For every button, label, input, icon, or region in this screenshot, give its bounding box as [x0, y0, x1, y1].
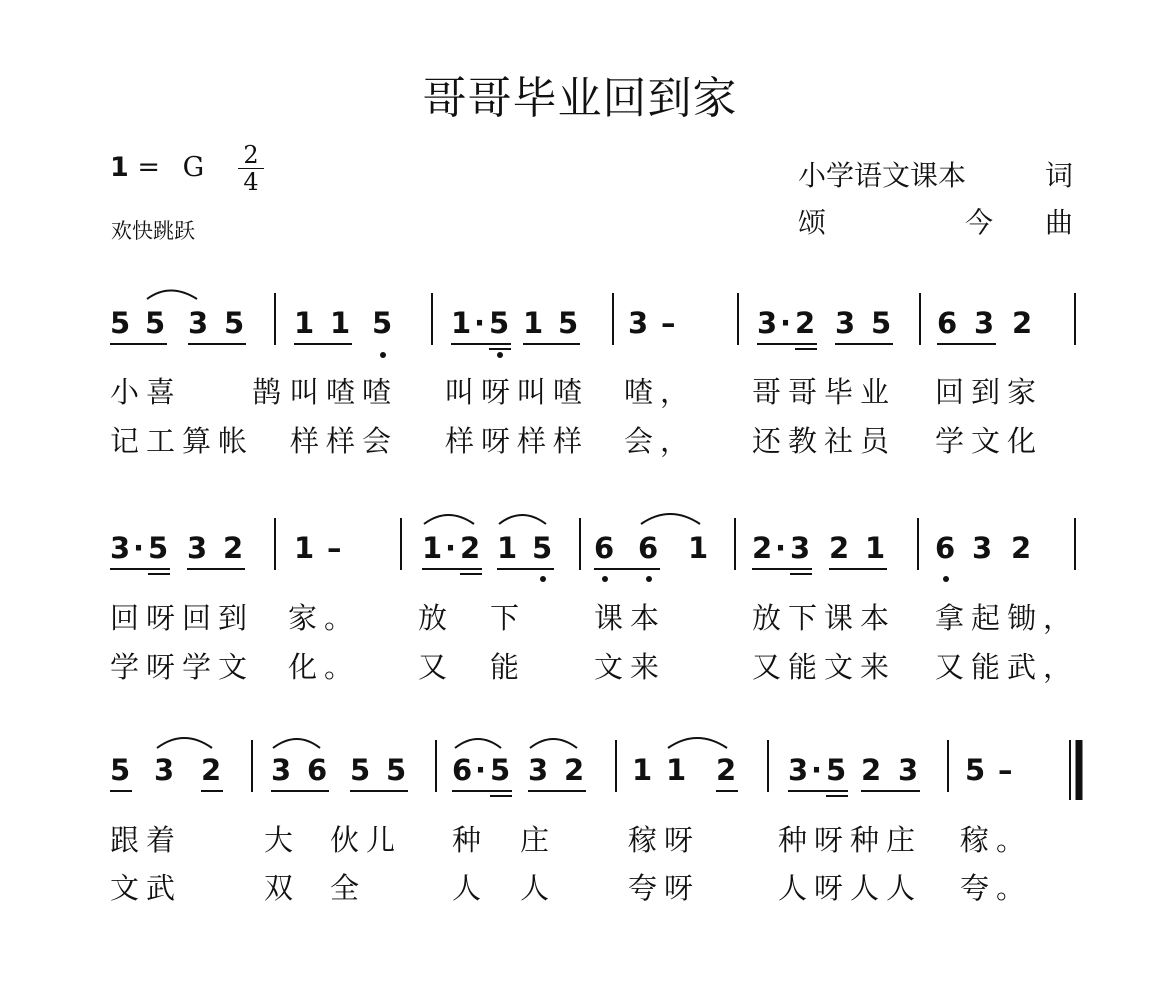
lyricist-credit: 小学语文课本 [798, 159, 967, 192]
lyric-segment: 放下课本 [752, 601, 897, 635]
note: 3 [835, 306, 856, 340]
composer-credit: 颂 [798, 206, 827, 239]
lyric-segment: 学呀学文 [110, 650, 255, 684]
lyric-segment: 人 [520, 871, 557, 905]
note: 5 [145, 306, 166, 340]
octave-dot [943, 576, 949, 582]
note: 5 [871, 306, 892, 340]
note: 3 [788, 753, 809, 787]
lyric-segment: 学文化 [935, 424, 1044, 458]
note: 5 [372, 306, 393, 340]
note: 2 [223, 531, 244, 565]
lyric-segment: 下 [490, 601, 527, 635]
note: 2 [201, 753, 222, 787]
slur [641, 514, 700, 524]
note: 1 [451, 306, 472, 340]
note: 3 [757, 306, 778, 340]
note: 6 [937, 306, 958, 340]
lyric-segment: 记工算帐 [110, 424, 255, 458]
note: 6 [638, 531, 659, 565]
dot-mark: · [445, 531, 457, 565]
note: 1 [865, 531, 886, 565]
dot-mark: · [780, 306, 792, 340]
note: 5 [558, 306, 579, 340]
octave-dot [602, 576, 608, 582]
key-note: G [182, 152, 205, 183]
note: 5 [350, 753, 371, 787]
note: 1 [632, 753, 653, 787]
lyric-segment: 鹊 [252, 375, 289, 409]
note: 3 [790, 531, 811, 565]
lyric-segment: 种呀种庄 [778, 823, 923, 857]
note: 3 [188, 306, 209, 340]
lyric-segment: 伙儿 [330, 823, 403, 857]
note: 3 [110, 531, 131, 565]
lyric-segment: 稼呀 [628, 823, 701, 857]
note: 2 [564, 753, 585, 787]
note: 3 [154, 753, 175, 787]
slur [530, 739, 577, 748]
note: 3 [974, 306, 995, 340]
lyric-segment: 回到家 [935, 375, 1044, 409]
note: 5 [110, 306, 131, 340]
lyric-segment: 庄 [520, 823, 557, 857]
dash-mark: – [998, 753, 1013, 787]
note: 1 [523, 306, 544, 340]
lyric-segment: 人呀人人 [778, 871, 923, 905]
dot-mark: · [475, 753, 487, 787]
dot-mark: · [474, 306, 486, 340]
song-title: 哥哥毕业回到家 [422, 73, 738, 124]
lyric-segment: 能 [490, 650, 527, 684]
note: 5 [148, 531, 169, 565]
note: 3 [628, 306, 649, 340]
note: 2 [1011, 531, 1032, 565]
note: 6 [935, 531, 956, 565]
notes-layer [110, 293, 1075, 792]
note: 1 [294, 531, 315, 565]
lyric-segment: 叫呀叫喳 [445, 375, 590, 409]
note: 5 [386, 753, 407, 787]
note: 3 [271, 753, 292, 787]
lyric-segment: 夸呀 [628, 871, 701, 905]
octave-dot [497, 352, 503, 358]
lyric-segment: 人 [452, 871, 489, 905]
note: 1 [666, 753, 687, 787]
note: 3 [187, 531, 208, 565]
note: 1 [688, 531, 709, 565]
lyric-segment: 文来 [594, 650, 667, 684]
octave-dot [540, 576, 546, 582]
composer-role: 今 [965, 206, 994, 239]
lyric-segment: 拿起锄， [935, 601, 1080, 635]
lyric-segment: 哥哥毕业 [752, 375, 897, 409]
note: 3 [972, 531, 993, 565]
lyric-segment: 双 [264, 871, 301, 905]
lyric-segment: 会， [624, 424, 697, 458]
lyric-segment: 又能文来 [752, 650, 897, 684]
note: 5 [489, 306, 510, 340]
dot-mark: · [133, 531, 145, 565]
lyric-segment: 小喜 [110, 375, 183, 409]
lyric-segment: 样样会 [290, 424, 399, 458]
note: 1 [330, 306, 351, 340]
note: 5 [490, 753, 511, 787]
note: 5 [224, 306, 245, 340]
lyric-segment: 夸。 [960, 871, 1033, 905]
tempo-marking: 欢快跳跃 [111, 219, 195, 243]
slur [273, 739, 320, 748]
octave-dot [646, 576, 652, 582]
dash-mark: – [661, 306, 676, 340]
slur [147, 291, 197, 300]
lyric-segment: 样呀样样 [445, 424, 590, 458]
lyric-segment: 稼。 [960, 823, 1033, 857]
note: 3 [898, 753, 919, 787]
lyric-segment: 放 [418, 601, 455, 635]
note: 2 [795, 306, 816, 340]
lyric-segment: 还教社员 [752, 424, 897, 458]
dot-mark: · [811, 753, 823, 787]
slur [424, 515, 474, 524]
note: 2 [752, 531, 773, 565]
lyric-segment: 课本 [594, 601, 667, 635]
key-one: 1 [110, 152, 129, 183]
lyric-segment: 回呀回到 [110, 601, 255, 635]
note: 1 [422, 531, 443, 565]
note: 5 [110, 753, 131, 787]
note: 5 [826, 753, 847, 787]
time-top: 2 [243, 141, 259, 169]
note: 2 [1012, 306, 1033, 340]
note: 6 [452, 753, 473, 787]
lyric-segment: 跟着 [110, 823, 183, 857]
octave-dot [380, 352, 386, 358]
lyric-segment: 全 [330, 871, 367, 905]
slur [157, 738, 212, 748]
slur [668, 738, 727, 748]
dot-mark: · [775, 531, 787, 565]
note: 2 [460, 531, 481, 565]
lyric-segment: 大 [264, 823, 301, 857]
note: 2 [716, 753, 737, 787]
slur [499, 515, 546, 524]
note: 2 [829, 531, 850, 565]
key-equals: = [137, 152, 161, 183]
note: 3 [528, 753, 549, 787]
note: 5 [965, 753, 986, 787]
slur [455, 739, 501, 748]
lyricist-role: 词 [1045, 159, 1074, 192]
lyric-segment: 家。 [288, 601, 361, 635]
time-bottom: 4 [243, 168, 259, 196]
dash-mark: – [327, 531, 342, 565]
composer-suffix: 曲 [1045, 206, 1074, 239]
lyric-segment: 喳， [624, 375, 697, 409]
note: 2 [861, 753, 882, 787]
note: 6 [307, 753, 328, 787]
lyric-segment: 叫喳喳 [290, 375, 399, 409]
lyric-segment: 又 [418, 650, 455, 684]
lyric-segment: 化。 [288, 650, 361, 684]
note: 1 [497, 531, 518, 565]
note: 5 [532, 531, 553, 565]
note: 6 [594, 531, 615, 565]
lyric-segment: 文武 [110, 871, 183, 905]
lyric-segment: 又能武， [935, 650, 1080, 684]
lyric-segment: 种 [452, 823, 489, 857]
note: 1 [294, 306, 315, 340]
